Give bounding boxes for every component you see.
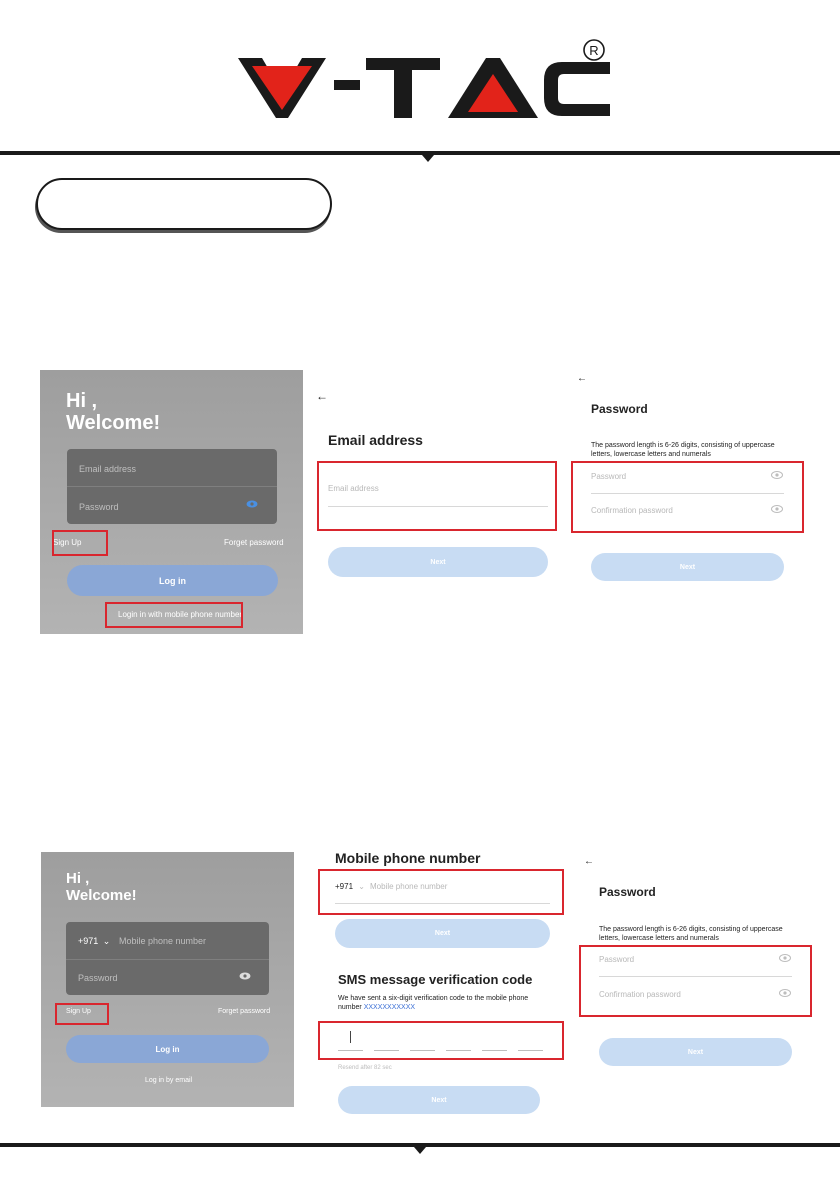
otp-digit-6[interactable] [518, 1050, 543, 1051]
confirm-password-input[interactable]: Confirmation password [599, 990, 681, 999]
arrow-left-icon[interactable]: ← [316, 389, 328, 403]
highlight-phone-field [318, 869, 564, 915]
alt-login-link[interactable]: Login in with mobile phone number [118, 610, 243, 619]
email-next-button[interactable]: Next [328, 547, 548, 577]
highlight-sign-up [55, 1003, 109, 1025]
eye-icon[interactable] [771, 505, 783, 513]
arrow-left-icon[interactable]: ← [584, 856, 594, 867]
v-tac-logo [232, 38, 622, 128]
phone-underline [335, 903, 550, 904]
password-input[interactable]: Password [591, 472, 627, 481]
phone-login-screen [41, 852, 294, 1107]
phone-field[interactable]: Mobile phone number [119, 936, 207, 946]
password-rules: The password length is 6-26 digits, consisting of uppercase letters, lowercase letters and numerals [599, 926, 783, 942]
form-divider [66, 959, 269, 960]
password-rules: The password length is 6-26 digits, consisting of uppercase letters, lowercase letters and numerals [591, 442, 775, 458]
password-underline [591, 493, 784, 494]
email-field[interactable]: Email address [79, 464, 137, 474]
forget-password-link[interactable]: Forget password [218, 1008, 271, 1015]
email-step-title: Email address [328, 432, 423, 448]
phone-input[interactable]: Mobile phone number [370, 882, 448, 891]
login-button[interactable]: Log in [66, 1035, 269, 1063]
footer-divider-notch [414, 1147, 426, 1154]
password-field[interactable]: Password [79, 502, 119, 512]
sms-next-button[interactable]: Next [338, 1086, 540, 1114]
header-divider [0, 151, 840, 155]
forget-password-link[interactable]: Forget password [224, 538, 284, 547]
highlight-email-field [317, 461, 557, 531]
country-code-select[interactable]: +971 ⌄ [78, 936, 111, 946]
eye-icon[interactable] [771, 471, 783, 479]
password-step-title: Password [591, 402, 648, 416]
password-next-button[interactable]: Next [599, 1038, 792, 1066]
otp-digit-4[interactable] [446, 1050, 471, 1051]
sms-title: SMS message verification code [338, 972, 533, 987]
welcome-title: Welcome! [66, 887, 137, 904]
login-form [67, 449, 277, 524]
header-divider-notch [422, 155, 434, 162]
confirm-password-input[interactable]: Confirmation password [591, 506, 673, 515]
country-code-select[interactable]: +971 ⌄ [335, 882, 365, 891]
arrow-left-icon[interactable]: ← [577, 373, 587, 384]
sign-up-link[interactable]: Sign Up [53, 538, 82, 547]
sms-description: We have sent a six-digit verification code to the mobile phone number XXXXXXXXXXX [338, 995, 529, 1011]
registered-mark: R [589, 43, 599, 58]
otp-digit-5[interactable] [482, 1050, 507, 1051]
section-label-pill [36, 178, 332, 230]
highlight-sms-code [318, 1021, 564, 1060]
otp-digit-3[interactable] [410, 1050, 435, 1051]
chevron-down-icon: ⌄ [358, 882, 365, 891]
password-next-button[interactable]: Next [591, 553, 784, 581]
password-field[interactable]: Password [78, 973, 118, 983]
eye-icon[interactable] [779, 954, 791, 962]
password-input[interactable]: Password [599, 955, 635, 964]
highlight-alt-login [105, 602, 243, 628]
welcome-title: Welcome! [66, 412, 161, 434]
greeting: Hi , [66, 870, 90, 887]
sign-up-link[interactable]: Sign Up [66, 1008, 91, 1015]
highlight-sign-up [52, 530, 108, 556]
eye-icon[interactable] [779, 989, 791, 997]
email-input[interactable]: Email address [328, 484, 379, 493]
eye-icon[interactable] [246, 500, 258, 508]
alt-login-link[interactable]: Log in by email [145, 1077, 193, 1084]
text-cursor [350, 1031, 351, 1043]
email-login-screen [40, 370, 303, 634]
phone-next-button[interactable]: Next [335, 919, 550, 948]
masked-phone-number: XXXXXXXXXXX [363, 1004, 416, 1011]
otp-digit-1[interactable] [338, 1050, 363, 1051]
login-button[interactable]: Log in [67, 565, 278, 596]
password-underline [599, 976, 792, 977]
email-underline [328, 506, 548, 507]
otp-digit-2[interactable] [374, 1050, 399, 1051]
resend-timer: Resend after 82 sec [338, 1065, 392, 1071]
greeting: Hi , [66, 390, 98, 412]
phone-step-title: Mobile phone number [335, 850, 481, 866]
chevron-down-icon: ⌄ [102, 936, 111, 946]
password-step-title: Password [599, 885, 656, 899]
login-form [66, 922, 269, 995]
eye-icon[interactable] [239, 972, 251, 980]
form-divider [67, 486, 277, 487]
